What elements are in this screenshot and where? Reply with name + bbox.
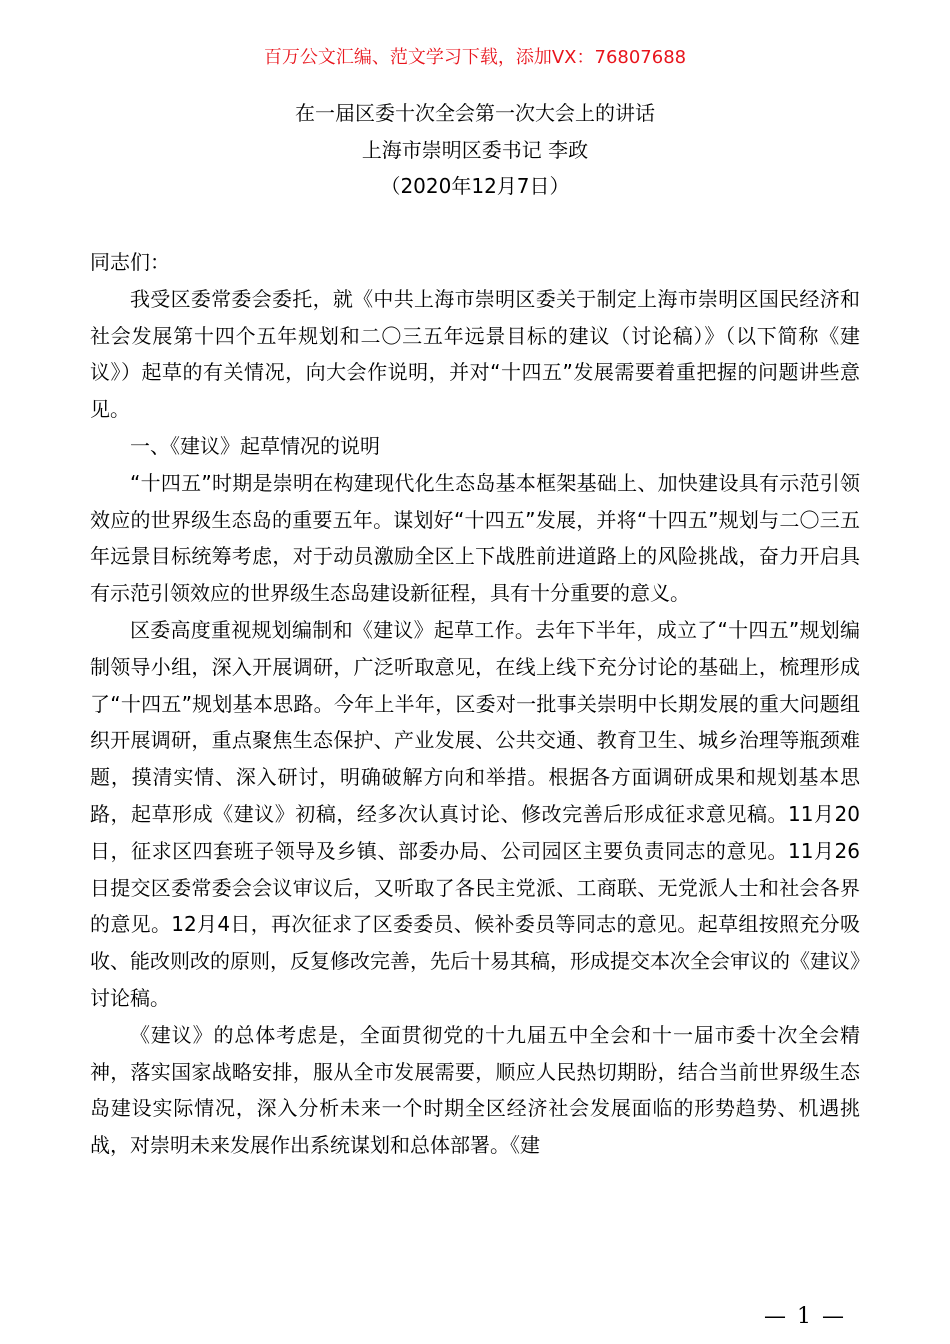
section-heading-1: 一、《建议》起草情况的说明 (130, 433, 380, 458)
speaker-line: 上海市崇明区委书记 李政 (361, 138, 589, 162)
watermark-text: 百万公文汇编、范文学习下载，添加VX：76807688 (263, 47, 687, 68)
speech-title: 在一届区委十次全会第一次大会上的讲话 (295, 101, 655, 125)
paragraph-drafting-process: 区委高度重视规划编制和《建议》起草工作。去年下半年，成立了“十四五”规划编制领导小组，深入开展调研，广泛听取意见，在线上线下充分讨论的基础上，梳理形成了“十四五”规划基本思路。今年上半年，区委对一批事关崇明中长期发展的重大问题组织开展调研，重点聚焦生态保护、产业发展、公共交通、教育卫生、城乡治理等瓶颈难题，摸清实情、深入研讨，明确破解方向和举措。根据各方面调研成果和规划基本思路，起草形成《建议》初稿，经多次认真讨论、修改完善后形成征求意见稿。11月20日，征求区四套班子领导及乡镇、部委办局、公司园区主要负责同志的意见。11月26日提交区委常委会会议审议后，又听取了各民主党派、工商联、无党派人士和社会各界的意见。12月4日，再次征求了区委委员、候补委员等同志的意见。起草组按照充分吸收、能改则改的原则，反复修改完善，先后十易其稿，形成提交本次全会审议的《建议》讨论稿。 (90, 617, 860, 1010)
document-body (90, 244, 860, 1164)
salutation: 同志们： (90, 250, 170, 274)
paragraph-significance: “十四五”时期是崇明在构建现代化生态岛基本框架基础上、加快建设具有示范引领效应的世界级生态岛的重要五年。谋划好“十四五”发展，并将“十四五”规划与二〇三五年远景目标统筹考虑，对于动员激励全区上下战胜前进道路上的风险挑战，奋力开启具有示范引领效应的世界级生态岛建设新征程，具有十分重要的意义。 (90, 470, 860, 606)
page-number: — 1 — (764, 1304, 846, 1329)
speech-date: （2020年12月7日） (380, 174, 570, 198)
paragraph-intro: 我受区委常委会委托，就《中共上海市崇明区委关于制定上海市崇明区国民经济和社会发展第十四个五年规划和二〇三五年远景目标的建议（讨论稿）》（以下简称《建议》）起草的有关情况，向大会作说明，并对“十四五”发展需要着重把握的问题讲些意见。 (90, 286, 860, 422)
paragraph-overall-consideration: 《建议》的总体考虑是，全面贯彻党的十九届五中全会和十一届市委十次全会精神，落实国家战略安排，服从全市发展需要，顺应人民热切期盼，结合当前世界级生态岛建设实际情况，深入分析未来一个时期全区经济社会发展面临的形势趋势、机遇挑战，对崇明未来发展作出系统谋划和总体部署。《建 (90, 1022, 860, 1158)
